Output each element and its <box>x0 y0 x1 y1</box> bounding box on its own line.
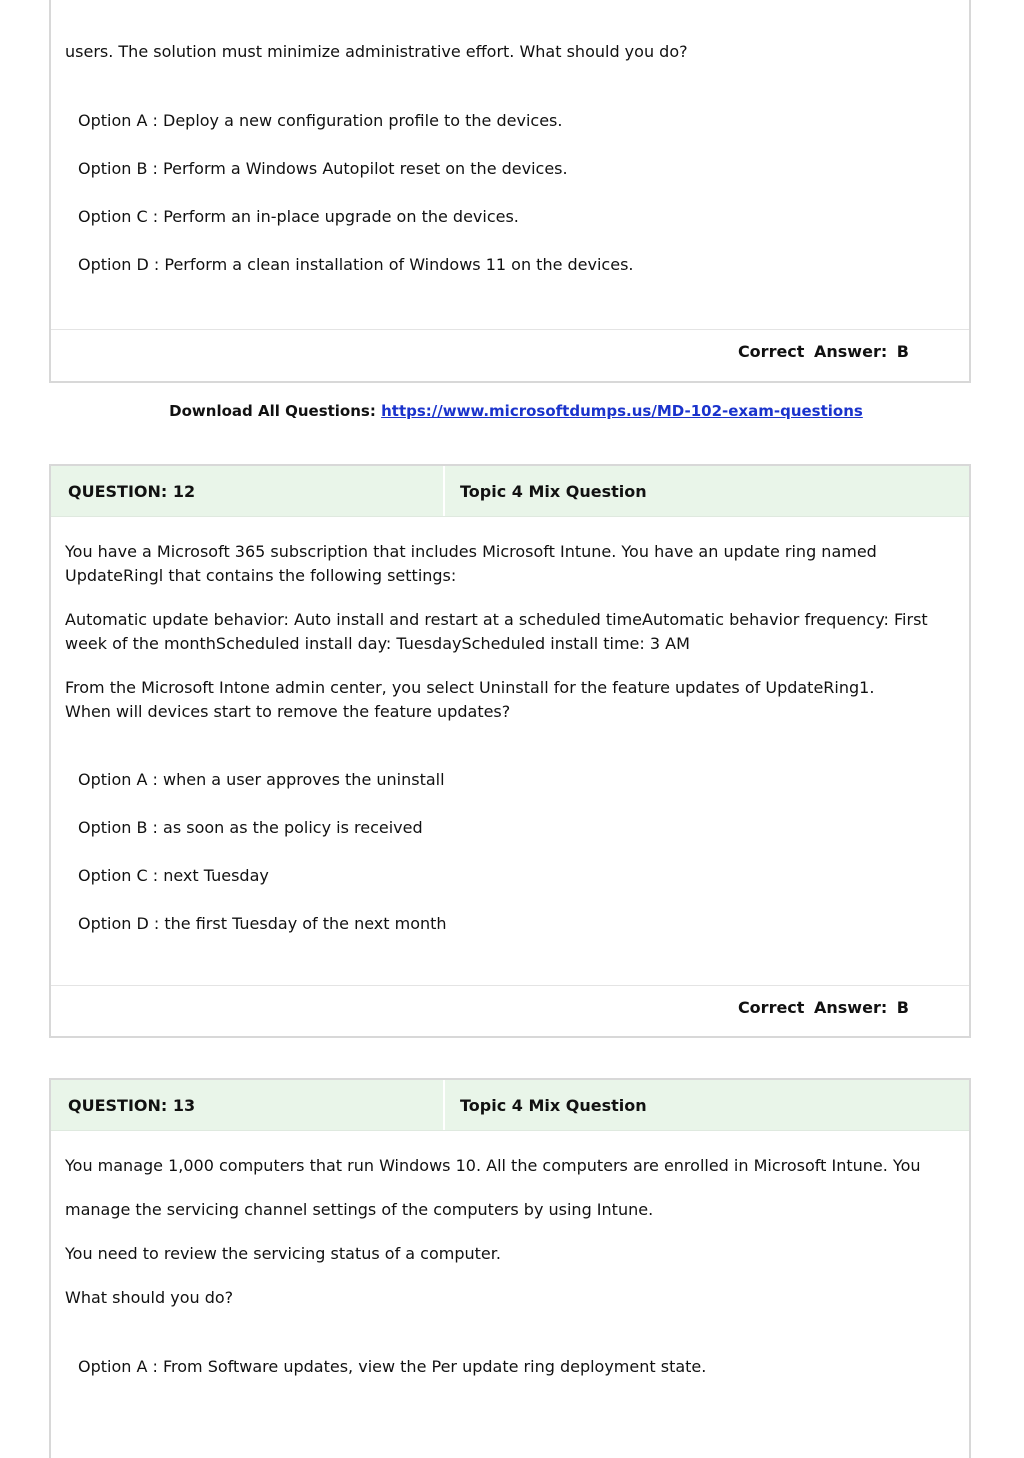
question-number: QUESTION: 13 <box>68 1096 196 1115</box>
divider <box>51 985 969 986</box>
question-paragraph: You need to review the servicing status of a computer. <box>65 1244 501 1263</box>
download-label: Download All Questions: <box>169 402 376 420</box>
option-d: Option D : the first Tuesday of the next month <box>78 914 447 933</box>
question-prompt: What should you do? <box>65 1288 234 1307</box>
question-paragraph: Automatic update behavior: Auto install and restart at a scheduled timeAutomatic behavior frequency: First week of the monthScheduled install day: TuesdayScheduled install time: 3 AM <box>65 610 928 653</box>
question-paragraph: You manage 1,000 computers that run Windows 10. All the computers are enrolled in Microsoft Intune. You <box>65 1156 921 1175</box>
option-a: Option A : when a user approves the uninstall <box>78 770 445 789</box>
question-card-12 <box>49 464 971 1038</box>
question-paragraph: manage the servicing channel settings of the computers by using Intune. <box>65 1200 654 1219</box>
option-c: Option C : next Tuesday <box>78 866 269 885</box>
option-a: Option A : Deploy a new configuration profile to the devices. <box>78 111 563 130</box>
option-c: Option C : Perform an in-place upgrade on the devices. <box>78 207 519 226</box>
question-topic: Topic 4 Mix Question <box>443 466 969 516</box>
question-number: QUESTION: 12 <box>68 482 196 501</box>
question-paragraph: You have a Microsoft 365 subscription that includes Microsoft Intune. You have an update ring named UpdateRingl that contains the following settings: <box>65 542 877 585</box>
download-line <box>0 402 1024 420</box>
divider <box>51 329 969 330</box>
option-a: Option A : From Software updates, view the Per update ring deployment state. <box>78 1357 707 1376</box>
option-b: Option B : as soon as the policy is received <box>78 818 423 837</box>
option-b: Option B : Perform a Windows Autopilot reset on the devices. <box>78 159 568 178</box>
correct-answer: Correct Answer: B <box>737 998 909 1017</box>
question-topic: Topic 4 Mix Question <box>443 1080 969 1130</box>
question-card-13 <box>49 1078 971 1458</box>
option-d: Option D : Perform a clean installation of Windows 11 on the devices. <box>78 255 634 274</box>
question-card-11 <box>49 0 971 383</box>
question-header <box>51 466 969 517</box>
question-text-tail: users. The solution must minimize administrative effort. What should you do? <box>65 42 688 61</box>
question-paragraph: From the Microsoft Intone admin center, you select Uninstall for the feature updates of UpdateRing1. <box>65 678 875 697</box>
question-header <box>51 1080 969 1131</box>
question-prompt: When will devices start to remove the feature updates? <box>65 702 511 721</box>
download-link[interactable]: https://www.microsoftdumps.us/MD-102-exam-questions <box>381 402 863 420</box>
correct-answer: Correct Answer: B <box>737 342 909 361</box>
